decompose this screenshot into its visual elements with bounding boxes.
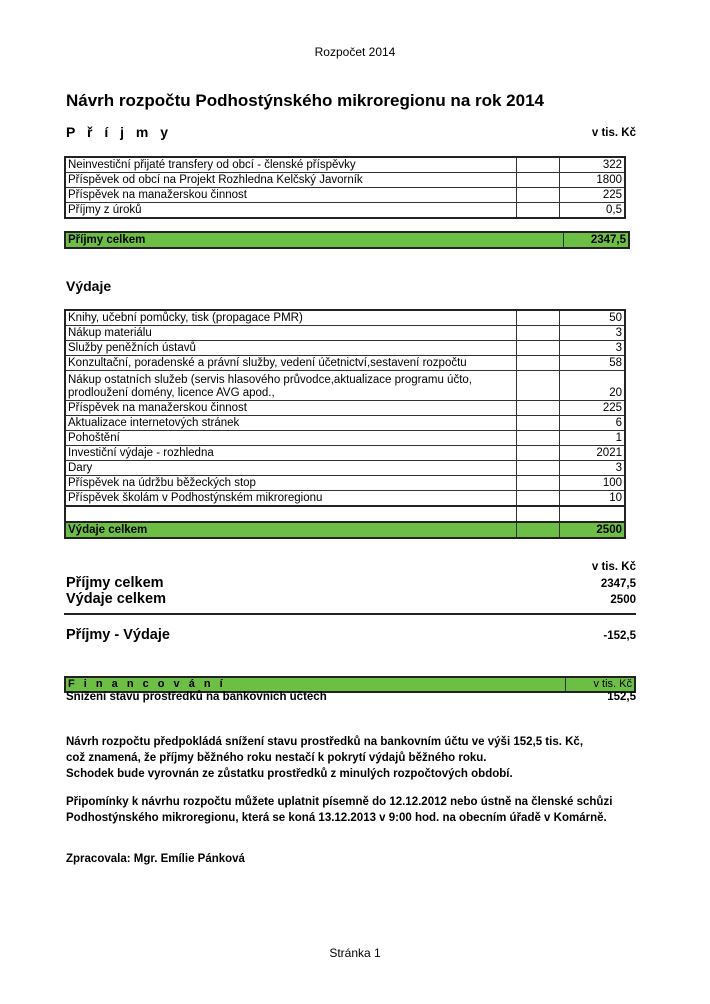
row-value: 10 [559,491,625,507]
row-label: Pohoštění [65,431,516,446]
row-value: 1 [559,431,625,446]
page-footer: Stránka 1 [329,946,381,960]
table-row [65,341,625,356]
row-label: Příspěvek na údržbu běžeckých stop [65,476,516,491]
running-header: Rozpočet 2014 [314,45,396,59]
row-value: 100 [559,476,625,491]
note-line: Schodek bude vyrovnán ze zůstatku prostředků z minulých rozpočtových období. [66,768,513,780]
row-value: 1800 [559,173,625,188]
unit-label: v tis. Kč [591,127,636,139]
table-row [65,401,625,416]
row-label: Konzultační, poradenské a právní služby, vedení účetnictví,sestavení rozpočtu [65,356,516,371]
table-row [65,446,625,461]
income-heading: P ř í j m y [66,124,172,140]
row-value: 6 [559,416,625,431]
income-total-label: Příjmy celkem [65,232,563,248]
row-label: Příjmy z úroků [65,203,516,219]
row-label: Příspěvek na manažerskou činnost [65,188,516,203]
expenses-total-value: 2500 [559,522,625,538]
expenses-total-label: Výdaje celkem [65,522,516,538]
blank-row [65,506,625,522]
financing-value: 152,5 [607,691,636,703]
income-table [64,156,626,219]
prepared-by: Zpracovala: Mgr. Emílie Pánková [66,853,245,865]
table-row [65,203,625,219]
row-value: 3 [559,326,625,341]
expenses-total-row [65,522,625,538]
row-value: 322 [559,157,625,173]
table-row [65,310,625,326]
row-value: 50 [559,310,625,326]
table-row [65,371,625,401]
note-paragraph-1 [66,734,646,782]
note-line: což znamená, že příjmy běžného roku nestačí k pokrytí výdajů běžného roku. [66,752,487,764]
row-label: Nákup ostatních služeb (servis hlasového průvodce,aktualizace programu účto, prodloužení domény, licence AVG apod., [65,371,516,401]
row-label: Nákup materiálu [65,326,516,341]
row-value: 225 [559,401,625,416]
row-value: 3 [559,341,625,356]
row-label: Knihy, učební pomůcky, tisk (propagace PMR) [65,310,516,326]
financing-unit: v tis. Kč [593,678,632,690]
summary [66,561,636,607]
row-value: 225 [559,188,625,203]
summary-expenses-label: Výdaje celkem [66,591,166,607]
balance-label: Příjmy - Výdaje [66,627,170,643]
income-total-table [64,231,630,249]
table-row [65,188,625,203]
row-label: Dary [65,461,516,476]
table-row [65,356,625,371]
row-label: Investiční výdaje - rozhledna [65,446,516,461]
expenses-table [64,309,626,539]
row-label: Příspěvek školám v Podhostýnském mikroregionu [65,491,516,507]
note-line: Návrh rozpočtu předpokládá snížení stavu prostředků na bankovním účtu ve výši 152,5 tis. Kč, [66,736,584,748]
note-paragraph-2 [66,794,646,826]
summary-expenses-value: 2500 [610,594,636,606]
summary-divider [64,613,636,615]
table-row [65,416,625,431]
financing-row [66,691,636,703]
row-value: 3 [559,461,625,476]
note-line: Podhostýnského mikroregionu, která se koná 13.12.2013 v 9:00 hod. na obecním úřadě v Komárně. [66,812,607,824]
table-row [65,491,625,507]
table-row [65,326,625,341]
row-value: 0,5 [559,203,625,219]
row-label: Příspěvek od obcí na Projekt Rozhledna Kelčský Javorník [65,173,516,188]
table-row [65,157,625,173]
summary-income-value: 2347,5 [600,578,636,590]
table-row [65,431,625,446]
income-total-row [65,232,629,248]
document-title: Návrh rozpočtu Podhostýnského mikroregionu na rok 2014 [66,91,544,110]
balance [66,627,636,643]
balance-value: -152,5 [603,630,636,642]
row-value: 20 [559,371,625,401]
note-line: Připomínky k návrhu rozpočtu můžete uplatnit písemně do 12.12.2012 nebo ústně na členské schůzi [66,796,613,808]
row-label: Příspěvek na manažerskou činnost [65,401,516,416]
row-value: 58 [559,356,625,371]
row-label: Neinvestiční přijaté transfery od obcí - členské příspěvky [65,157,516,173]
table-row [65,476,625,491]
row-value: 2021 [559,446,625,461]
summary-income-label: Příjmy celkem [66,575,164,591]
row-label: Aktualizace internetových stránek [65,416,516,431]
table-row [65,461,625,476]
financing-label: Snížení stavu prostředků na bankovních účtech [66,691,327,703]
expenses-heading: Výdaje [66,278,112,294]
table-row [65,173,625,188]
income-total-value: 2347,5 [563,232,629,248]
financing-heading: F i n a n c o v á n í [66,678,566,691]
summary-unit: v tis. Kč [591,561,636,573]
row-label: Služby peněžních ústavů [65,341,516,356]
